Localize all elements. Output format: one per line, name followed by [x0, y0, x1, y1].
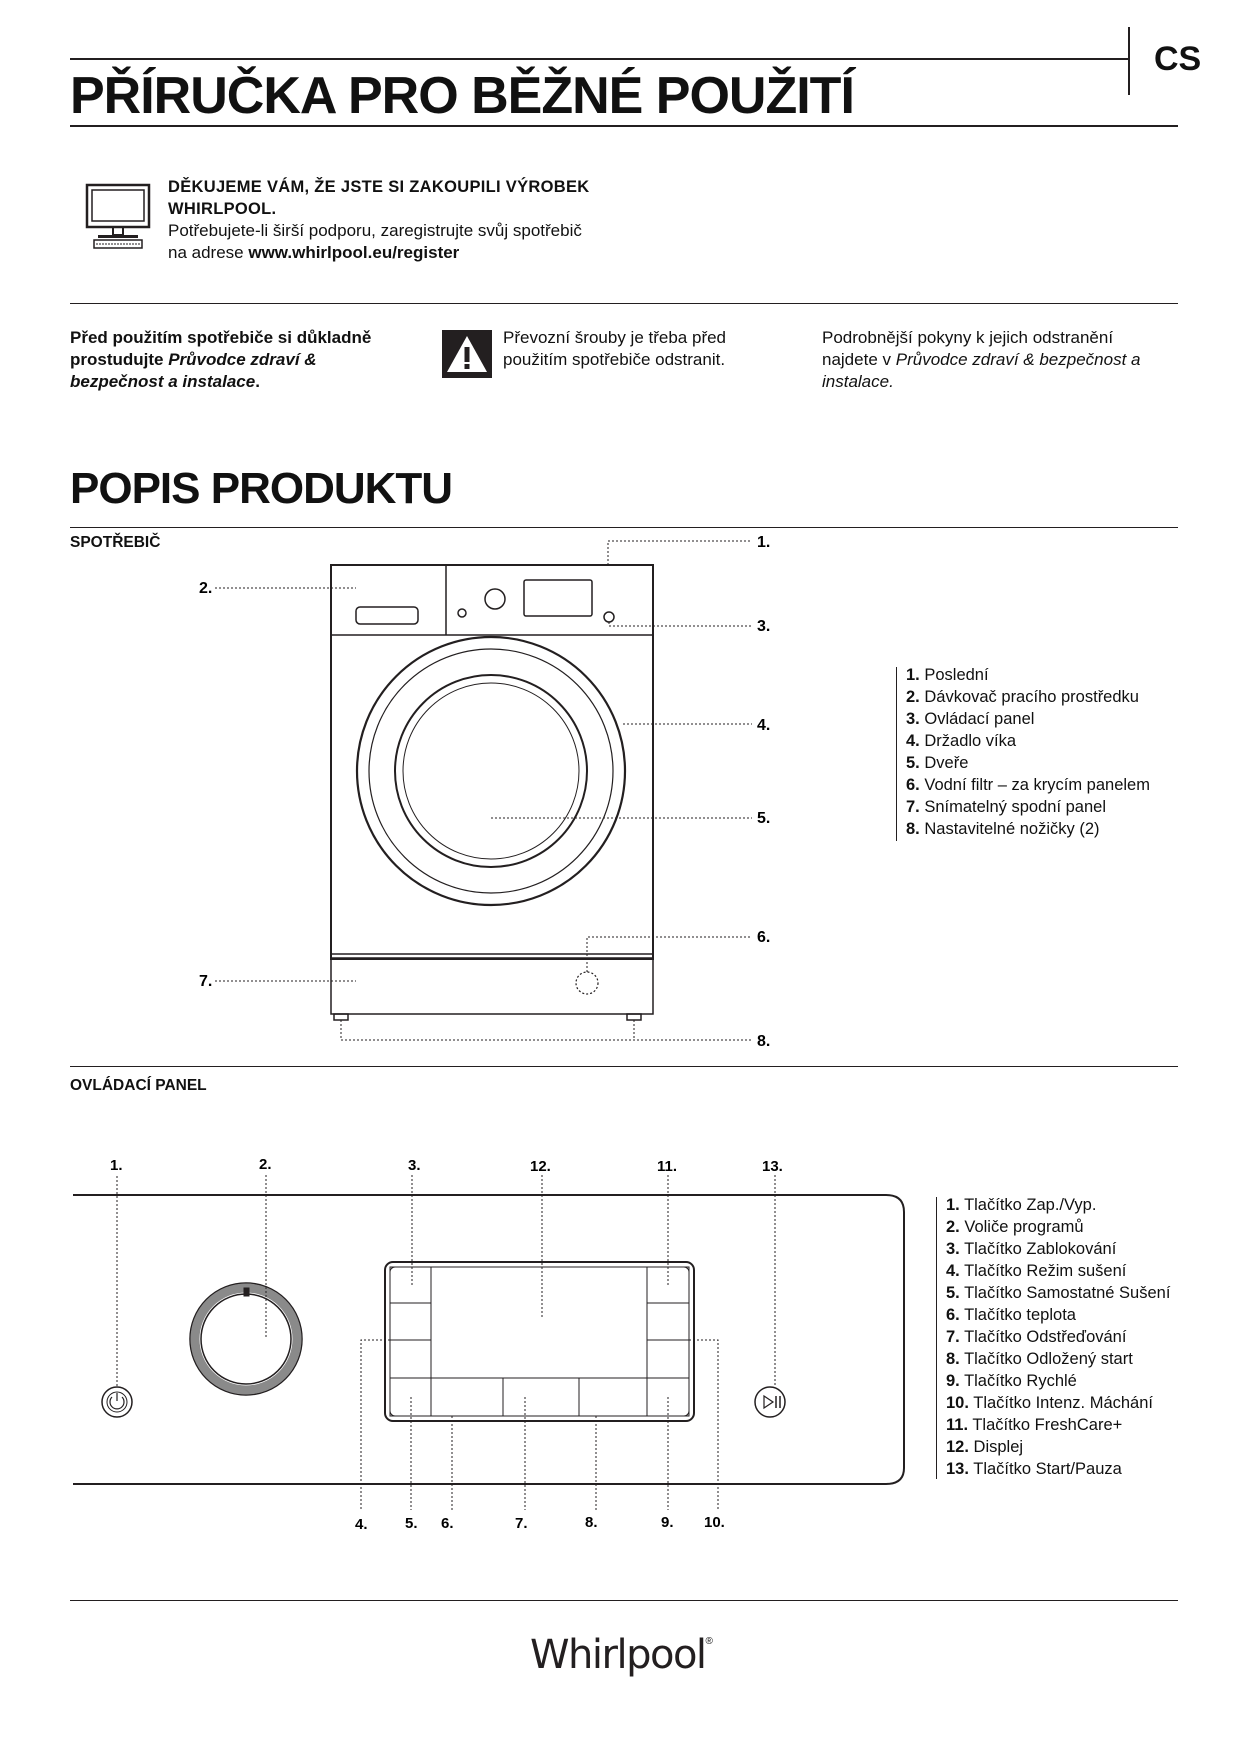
foot-left — [334, 1014, 348, 1020]
notice-removal-italic: Průvodce zdraví & bezpečnost a instalace. — [822, 350, 1141, 391]
notice-read-guide-end: . — [255, 372, 260, 391]
registration-body-line2 — [168, 242, 728, 264]
lock-button — [390, 1267, 431, 1303]
appliance-legend-item: 2. Dávkovač pracího prostředku — [906, 688, 1139, 706]
appliance-legend — [906, 664, 1150, 840]
panel-callout-7: 7. — [515, 1515, 528, 1532]
panel-callout-8: 8. — [585, 1514, 598, 1531]
brand-wordmark: Whirlpool — [530, 1632, 706, 1678]
appliance-legend-bar — [896, 667, 897, 841]
panel-legend-item: 12. Displej — [946, 1438, 1024, 1456]
panel-section-rule — [70, 1066, 1178, 1067]
registration-text — [168, 176, 728, 264]
panel-callout-6: 6. — [441, 1515, 454, 1532]
registration-heading-line2: WHIRLPOOL. — [168, 200, 277, 218]
delay-start-button — [579, 1378, 647, 1416]
computer-monitor-icon — [84, 182, 154, 252]
detergent-drawer — [356, 607, 418, 624]
appliance-legend-item: 7. Snímatelný spodní panel — [906, 798, 1106, 816]
whirlpool-logo — [530, 1632, 713, 1684]
title-underline — [70, 125, 1178, 127]
registration-url-link[interactable]: www.whirlpool.eu/register — [248, 243, 460, 262]
product-section-title: POPIS PRODUKTU — [70, 464, 453, 513]
appliance-callout-3: 3. — [757, 618, 771, 635]
panel-legend-item: 10. Tlačítko Intenz. Máchání — [946, 1394, 1153, 1412]
washer-display — [524, 580, 592, 616]
notice-transport-bolts: Převozní šrouby je třeba před použitím spotřebiče odstranit. — [503, 328, 727, 369]
appliance-legend-item: 8. Nastavitelné nožičky (2) — [906, 820, 1100, 838]
panel-legend-bar — [936, 1197, 937, 1479]
appliance-callout-5: 5. — [757, 810, 771, 827]
bottom-panel — [331, 958, 653, 1014]
registration-prefix: na adrese — [168, 243, 249, 262]
notice-removal-instructions — [822, 327, 1162, 393]
panel-legend-item: 4. Tlačítko Režim sušení — [946, 1262, 1127, 1280]
appliance-callout-1: 1. — [757, 534, 771, 551]
notice-removal-text: Podrobnější pokyny k jejich odstranění najdete v — [822, 328, 1114, 369]
washer-diagram — [0, 528, 820, 1058]
foot-right — [627, 1014, 641, 1020]
panel-legend-item: 3. Tlačítko Zablokování — [946, 1240, 1117, 1258]
panel-callout-9: 9. — [661, 1514, 674, 1531]
panel-callout-10: 10. — [704, 1514, 725, 1531]
appliance-legend-item: 1. Poslední — [906, 666, 989, 684]
dry-only-button — [390, 1340, 431, 1378]
panel-callout-5: 5. — [405, 1515, 418, 1532]
page-title: PŘÍRUČKA PRO BĚŽNÉ POUŽITÍ — [70, 67, 854, 125]
panel-legend-item: 1. Tlačítko Zap./Vyp. — [946, 1196, 1097, 1214]
appliance-legend-item: 5. Dveře — [906, 754, 969, 772]
control-panel-diagram — [0, 1140, 920, 1550]
appliance-legend-item: 6. Vodní filtr – za krycím panelem — [906, 776, 1150, 794]
panel-legend — [946, 1194, 1170, 1480]
appliance-legend-item: 3. Ovládací panel — [906, 710, 1035, 728]
notice-read-guide-bold: Před použitím spotřebiče si důkladně prostudujte — [70, 328, 372, 369]
spin-button — [503, 1378, 579, 1416]
panel-legend-item: 7. Tlačítko Odstřeďování — [946, 1328, 1127, 1346]
panel-legend-item: 11. Tlačítko FreshCare+ — [946, 1416, 1123, 1434]
panel-callout-1: 1. — [110, 1157, 123, 1174]
display-screen — [431, 1267, 647, 1378]
language-code: CS — [1154, 40, 1202, 78]
appliance-legend-item: 4. Držadlo víka — [906, 732, 1017, 750]
control-panel-label: OVLÁDACÍ PANEL — [70, 1077, 207, 1094]
appliance-callout-2: 2. — [199, 580, 213, 597]
panel-legend-item: 5. Tlačítko Samostatné Sušení — [946, 1284, 1171, 1302]
drying-mode-button — [390, 1303, 431, 1340]
panel-callout-12: 12. — [530, 1158, 551, 1175]
appliance-callout-8: 8. — [757, 1033, 771, 1050]
panel-legend-item: 6. Tlačítko teplota — [946, 1306, 1076, 1324]
registration-heading-line1: DĚKUJEME VÁM, ŽE JSTE SI ZAKOUPILI VÝROBEK — [168, 178, 590, 196]
panel-legend-item: 8. Tlačítko Odložený start — [946, 1350, 1133, 1368]
quick-button — [647, 1340, 689, 1378]
notice-read-guide-italic: Průvodce zdraví & bezpečnost a instalace — [70, 350, 317, 391]
program-knob — [485, 589, 505, 609]
header-vertical-rule — [1128, 27, 1130, 95]
panel-callout-4: 4. — [355, 1516, 368, 1533]
water-filter-cover — [576, 972, 598, 994]
rinse-button — [647, 1303, 689, 1340]
registered-mark: ® — [705, 1636, 713, 1647]
section-divider-1 — [70, 303, 1178, 304]
panel-callout-11: 11. — [657, 1158, 678, 1175]
appliance-callout-6: 6. — [757, 929, 771, 946]
panel-callout-13: 13. — [762, 1158, 783, 1175]
footer-rule — [70, 1600, 1178, 1601]
warning-triangle-icon — [442, 330, 492, 378]
door-glass — [395, 675, 587, 867]
appliance-callout-7: 7. — [199, 973, 213, 990]
appliance-section-label: SPOTŘEBIČ — [70, 534, 161, 551]
appliance-callout-4: 4. — [757, 717, 771, 734]
panel-legend-item: 2. Voliče programů — [946, 1218, 1084, 1236]
panel-legend-item: 13. Tlačítko Start/Pauza — [946, 1460, 1122, 1478]
registration-body-line1: Potřebujete-li širší podporu, zaregistrujte svůj spotřebič — [168, 221, 582, 240]
panel-callout-3: 3. — [408, 1157, 421, 1174]
top-rule — [70, 58, 1128, 60]
notice-read-guide — [70, 327, 410, 393]
panel-callout-2: 2. — [259, 1156, 272, 1173]
panel-legend-item: 9. Tlačítko Rychlé — [946, 1372, 1077, 1390]
door-outer-ring — [357, 637, 625, 905]
temperature-button — [431, 1378, 503, 1416]
